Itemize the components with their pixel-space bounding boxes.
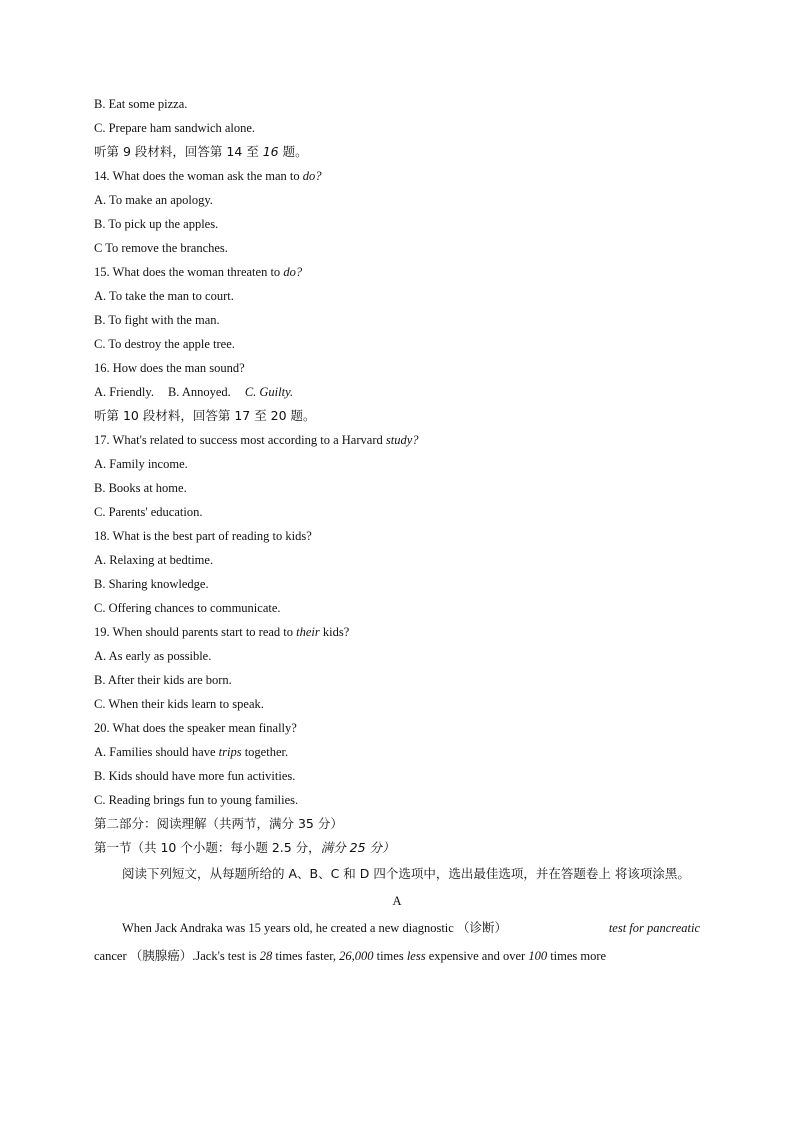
text-span: their xyxy=(296,625,320,639)
option-line: B. To fight with the man. xyxy=(94,313,220,327)
text-span: 16 xyxy=(262,144,279,159)
option-line: C. Parents' education. xyxy=(94,505,203,519)
option-line: A. Relaxing at bedtime. xyxy=(94,553,214,567)
question-19 xyxy=(94,620,700,644)
question-17 xyxy=(94,428,700,452)
option-line: B. Eat some pizza. xyxy=(94,97,188,111)
text-span: do? xyxy=(283,265,303,279)
question-15 xyxy=(94,260,700,284)
option-line: B. To pick up the apples. xyxy=(94,217,219,231)
text-span: test for pancreatic xyxy=(608,921,700,935)
text-span: expensive and over xyxy=(425,949,529,963)
option-line: A. Family income. xyxy=(94,457,188,471)
text-span: times more xyxy=(547,949,607,963)
text-span: trips xyxy=(218,745,242,759)
text-span: 题。 xyxy=(278,144,308,159)
text-span: 100 xyxy=(528,949,548,963)
text-span xyxy=(94,942,606,970)
passage-label: A xyxy=(392,894,402,908)
text-span: kids? xyxy=(319,625,350,639)
text-span: A. Families should have xyxy=(94,745,219,759)
options-16 xyxy=(94,380,700,404)
option-c: C. Guilty. xyxy=(244,385,294,399)
text-span: 26,000 xyxy=(339,949,374,963)
option-line: C. To destroy the apple tree. xyxy=(94,337,235,351)
option-line: A. To make an apology. xyxy=(94,193,213,207)
section-one-header xyxy=(94,836,700,860)
option-line: C. Offering chances to communicate. xyxy=(94,601,281,615)
text-span: 19. When should parents start to read to xyxy=(94,625,297,639)
option-a: A. Friendly. xyxy=(94,385,154,399)
option-line: C. When their kids learn to speak. xyxy=(94,697,264,711)
instructions: 阅读下列短文，从每题所给的 A、B、C 和 D 四个选项中，选出最佳选项，并在答题卷上 将该项涂黑。 xyxy=(122,866,690,881)
option-line: C To remove the branches. xyxy=(94,241,228,255)
text-span: 14. What does the woman ask the man to xyxy=(94,169,303,183)
option-line: B. Kids should have more fun activities. xyxy=(94,769,296,783)
option-line: A. To take the man to court. xyxy=(94,289,234,303)
text-span: together. xyxy=(241,745,289,759)
option-line: B. After their kids are born. xyxy=(94,673,232,687)
question-14 xyxy=(94,164,700,188)
text-span: 17. What's related to success most according to a Harvard xyxy=(94,433,386,447)
option-b: B. Annoyed. xyxy=(167,385,231,399)
option-line: A. As early as possible. xyxy=(94,649,212,663)
passage-line-2 xyxy=(94,942,700,970)
question-20: 20. What does the speaker mean finally? xyxy=(94,721,297,735)
text-span: 第一节（共 10 个小题：每小题 2.5 分， xyxy=(94,840,321,855)
option-line: C. Reading brings fun to young families. xyxy=(94,793,299,807)
section-header-10: 听第 10 段材料，回答第 17 至 20 题。 xyxy=(94,408,316,423)
text-span: times xyxy=(373,949,407,963)
question-18: 18. What is the best part of reading to kids? xyxy=(94,529,312,543)
part-two-header: 第二部分：阅读理解（共两节，满分 35 分） xyxy=(94,816,343,831)
option-line: B. Books at home. xyxy=(94,481,187,495)
text-span: less xyxy=(406,949,426,963)
page-content xyxy=(94,92,700,970)
text-span: cancer （胰腺癌）.Jack's test is xyxy=(94,949,260,963)
option-line xyxy=(94,740,700,764)
text-span: times faster, xyxy=(272,949,340,963)
option-line: C. Prepare ham sandwich alone. xyxy=(94,121,256,135)
text-span: 28 xyxy=(259,949,273,963)
passage-line-1 xyxy=(94,914,700,942)
text-span: When Jack Andraka was 15 years old, he created a new diagnostic （诊断） xyxy=(122,921,507,935)
question-16: 16. How does the man sound? xyxy=(94,361,245,375)
text-span: 满分 25 分） xyxy=(320,840,395,855)
option-line: B. Sharing knowledge. xyxy=(94,577,209,591)
text-span: do? xyxy=(302,169,322,183)
section-header-9 xyxy=(94,140,700,164)
text-span: study? xyxy=(385,433,419,447)
text-span: 听第 9 段材料，回答第 14 至 xyxy=(94,144,263,159)
text-span: 15. What does the woman threaten to xyxy=(94,265,284,279)
